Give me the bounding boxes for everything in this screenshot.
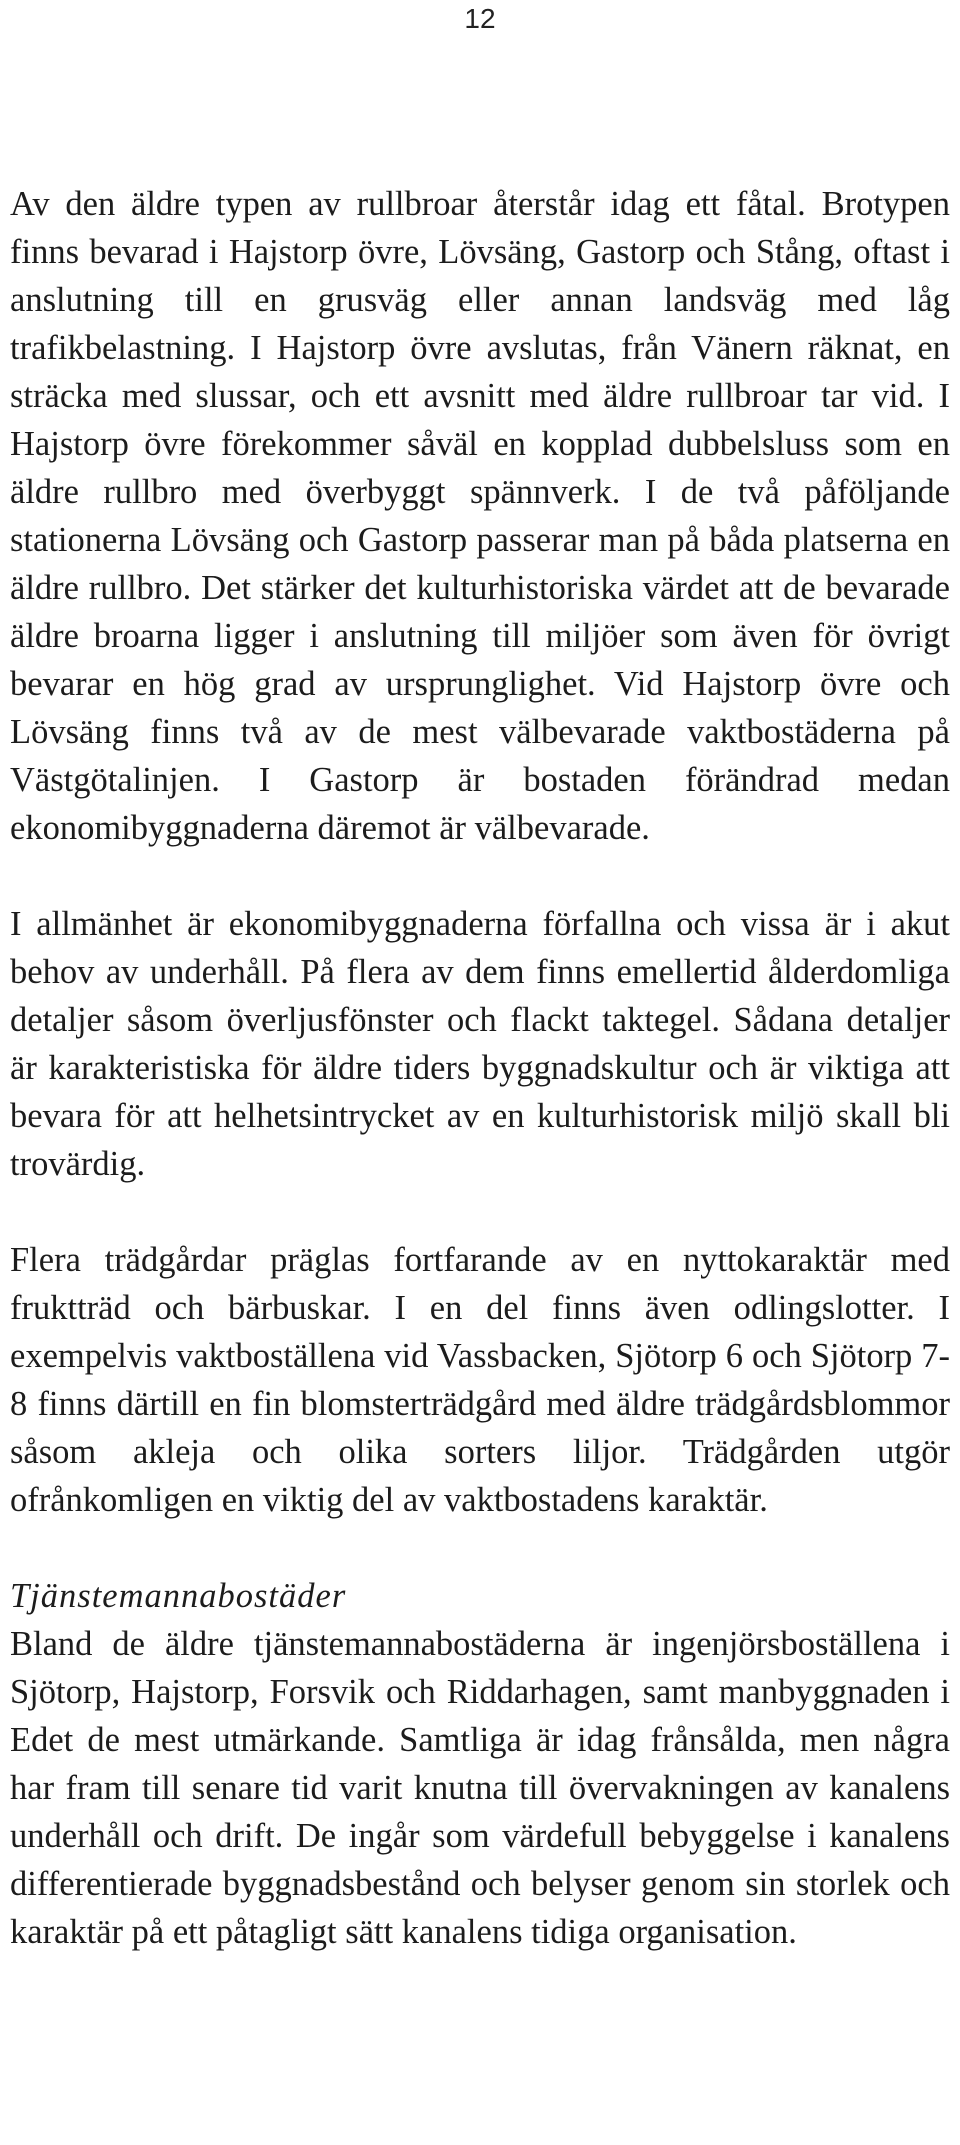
paragraph-tjanstemannabostader: Bland de äldre tjänstemannabostäderna är ingenjörsboställena i Sjötorp, Hajstorp, Forsvik och Riddarhagen, samt manbyggnaden i Edet de mest utmärkande. Samtliga är idag frånsålda, men några har fram till senare tid varit knutna till övervakningen av kanalens underhåll och drift. De ingår som värdefull bebyggelse i kanalens differentierade byggnadsbestånd och belyser genom sin storlek och karaktär på ett påtagligt sätt kanalens tidiga organisation. (10, 1625, 950, 1951)
paragraph-rullbroar: Av den äldre typen av rullbroar återstår idag ett fåtal. Brotypen finns bevarad i Hajstorp övre, Lövsäng, Gastorp och Stång, oftast i anslutning till en grusväg eller annan landsväg med låg trafikbelastning. I Hajstorp övre avslutas, från Vänern räknat, en sträcka med slussar, och ett avsnitt med äldre rullbroar tar vid. I Hajstorp övre förekommer såväl en kopplad dubbelsluss som en äldre rullbro med överbyggt spännverk. I de två påföljande stationerna Lövsäng och Gastorp passerar man på båda platserna en äldre rullbro. Det stärker det kulturhistoriska värdet att de bevarade äldre broarna ligger i anslutning till miljöer som även för övrigt bevarar en hög grad av ursprunglighet. Vid Hajstorp övre och Lövsäng finns två av de mest välbevarade vaktbostäderna på Västgötalinjen. I Gastorp är bostaden förändrad medan ekonomibyggnaderna däremot är välbevarade. (10, 185, 950, 847)
paragraph-tradgardar: Flera trädgårdar präglas fortfarande av en nyttokaraktär med fruktträd och bärbuskar. I en del finns även odlingslotter. I exempelvis vaktboställena vid Vassbacken, Sjötorp 6 och Sjötorp 7-8 finns därtill en fin blomsterträdgård med äldre trädgårdsblommor såsom akleja och olika sorters liljor. Trädgården utgör ofrånkomligen en viktig del av vaktbostadens karaktär. (10, 1241, 950, 1519)
paragraph-ekonomibyggnader: I allmänhet är ekonomibyggnaderna förfallna och vissa är i akut behov av underhåll. På flera av dem finns emellertid ålderdomliga detaljer såsom överljusfönster och flackt taktegel. Sådana detaljer är karakteristiska för äldre tiders byggnadskultur och är viktiga att bevara för att helhetsintrycket av en kulturhistorisk miljö skall bli trovärdig. (10, 905, 950, 1183)
page-body (10, 180, 950, 1956)
section-heading: Tjänstemannabostäder (10, 1577, 347, 1615)
page-number: 12 (464, 3, 496, 34)
